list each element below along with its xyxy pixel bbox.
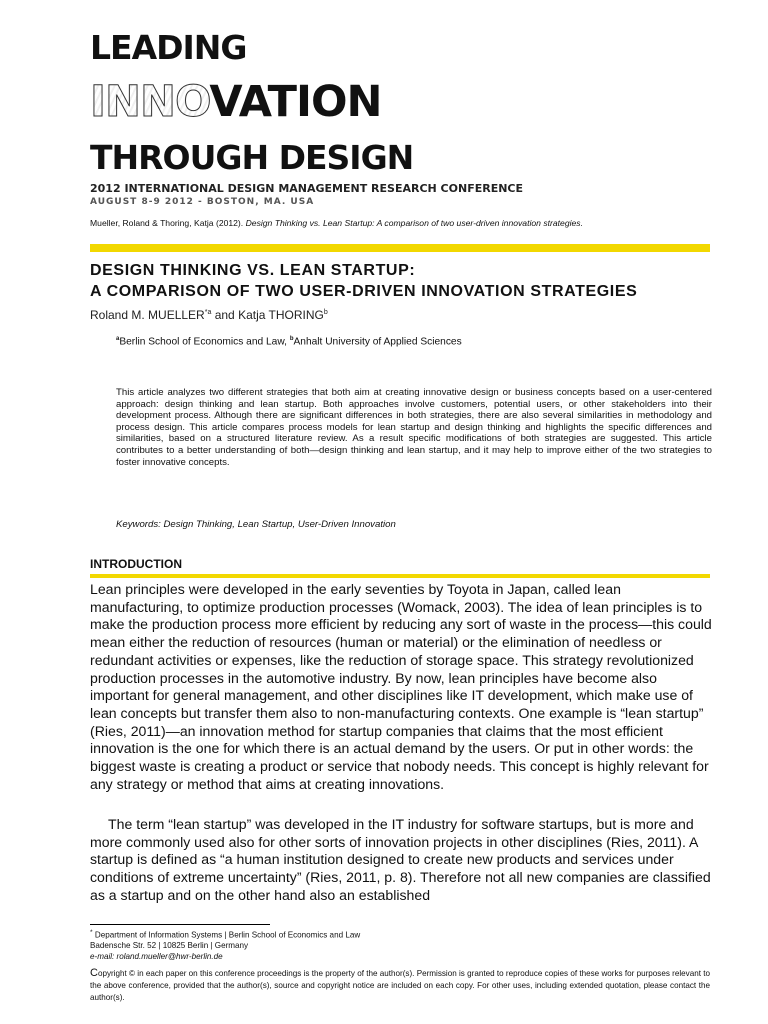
citation xyxy=(90,218,583,228)
author-thoring: Katja THORING xyxy=(238,308,324,322)
innovation-solid-letters: VATION xyxy=(209,77,382,127)
affiliation-b-marker: b xyxy=(289,336,294,342)
citation-authors: Mueller, Roland & Thoring, Katja (2012). xyxy=(90,218,244,228)
innovation-sketch-letters: INNO xyxy=(90,77,210,127)
header-divider-bar xyxy=(90,244,710,252)
body-paragraph: Lean principles were developed in the early seventies by Toyota in Japan, called lean manufacturing, to optimize production processes (Womack, 2003). The idea of lean principles is to make the production process more efficient by reducing any sort of waste in the process—this could mean either the reduction of resources (human or material) or the elimination of needless or redundant activities or expenses, like the reduction of storage space. This strategy revolutionized production processes in the automotive industry. By now, lean principles have become also important for general management, and other disciplines like IT development, which make use of lean concepts but transfer them also to non-manufacturing contexts. One example is “lean startup” (Ries, 2011)—an innovation method for startup companies that claims that the most efficient innovation is the one for which there is an actual demand by the users. Or put in other words: the biggest waste is creating a product or service that nobody needs. This concept is highly relevant for any strategy or method that aims at creating innovations. xyxy=(90,581,712,792)
body-paragraph: The term “lean startup” was developed in the IT industry for software startups, but is more and more commonly used also for other sorts of innovation projects in other disciplines (Ries, 2011). A startup is defined as “a human institution designed to create new products and services under conditions of extreme uncertainty” (Ries, 2011, p. 8). Therefore not all new companies are classified as a startup and on the other hand also an established xyxy=(90,816,711,903)
footnote-email: e-mail: roland.mueller@hwr-berlin.de xyxy=(90,951,223,961)
copyright-initial: C xyxy=(90,967,98,979)
copyright-notice xyxy=(90,968,710,1003)
conference-title-through-design: THROUGH DESIGN xyxy=(90,138,414,177)
author-list xyxy=(90,308,328,322)
footnote-rule xyxy=(90,924,270,925)
footnote-line xyxy=(90,928,710,941)
footnote-marker: * xyxy=(90,929,93,936)
keywords: Keywords: Design Thinking, Lean Startup, User-Driven Innovation xyxy=(116,519,396,530)
citation-title: Design Thinking vs. Lean Startup: A comparison of two user-driven innovation strategies. xyxy=(245,218,583,228)
conference-title-innovation xyxy=(90,77,382,127)
abstract: This article analyzes two different strategies that both aim at creating innovative design or business concepts based on a user-centered approach: design thinking and lean startup. Both approaches involve customers, potential users, or other stakeholders into their development process. Although there are significant differences in both strategies, there are also several similarities in methodology and process design. This article compares process models for lean startup and design thinking and highlights the specific differences and similarities, based on a structured literature review. As a result specific modifications of both strategies are suggested. This article contributes to a better understanding of both—design thinking and lean startup, and it may help to improve either of the two strategies to foster innovative concepts. xyxy=(116,387,712,468)
section-divider-bar xyxy=(90,574,710,578)
paper-title-line1: DESIGN THINKING VS. LEAN STARTUP: xyxy=(90,262,416,279)
footnote-address: Badensche Str. 52 | 10825 Berlin | Germany xyxy=(90,941,249,951)
conference-name: 2012 INTERNATIONAL DESIGN MANAGEMENT RESEARCH CONFERENCE xyxy=(90,182,523,195)
paper-title-line2: A COMPARISON OF TWO USER-DRIVEN INNOVATION STRATEGIES xyxy=(90,283,638,300)
affiliations xyxy=(116,336,462,347)
affiliation-b: Anhalt University of Applied Sciences xyxy=(293,336,462,348)
conference-date-location: AUGUST 8-9 2012 - BOSTON, MA. USA xyxy=(90,197,315,207)
author-thoring-marker: b xyxy=(323,309,328,316)
author-mueller-marker: *a xyxy=(204,309,212,316)
conference-title-leading: LEADING xyxy=(90,28,247,67)
footnote xyxy=(90,928,710,962)
copyright-text: opyright © in each paper on this conference proceedings is the property of the author(s). Permission is granted to reproduce copies of these works for purposes relevant to the above conference, provided that the author(s), source and copyright notice are included on each copy. For other uses, including extended quotation, please contact the author(s). xyxy=(90,969,710,1002)
author-mueller: Roland M. MUELLER xyxy=(90,308,205,322)
author-conjunction: and xyxy=(214,308,235,322)
affiliation-a: Berlin School of Economics and Law, xyxy=(119,336,287,348)
section-heading-introduction: INTRODUCTION xyxy=(90,557,182,571)
affiliation-a-marker: a xyxy=(116,336,120,342)
footnote-department: Department of Information Systems | Berlin School of Economics and Law xyxy=(94,930,361,940)
